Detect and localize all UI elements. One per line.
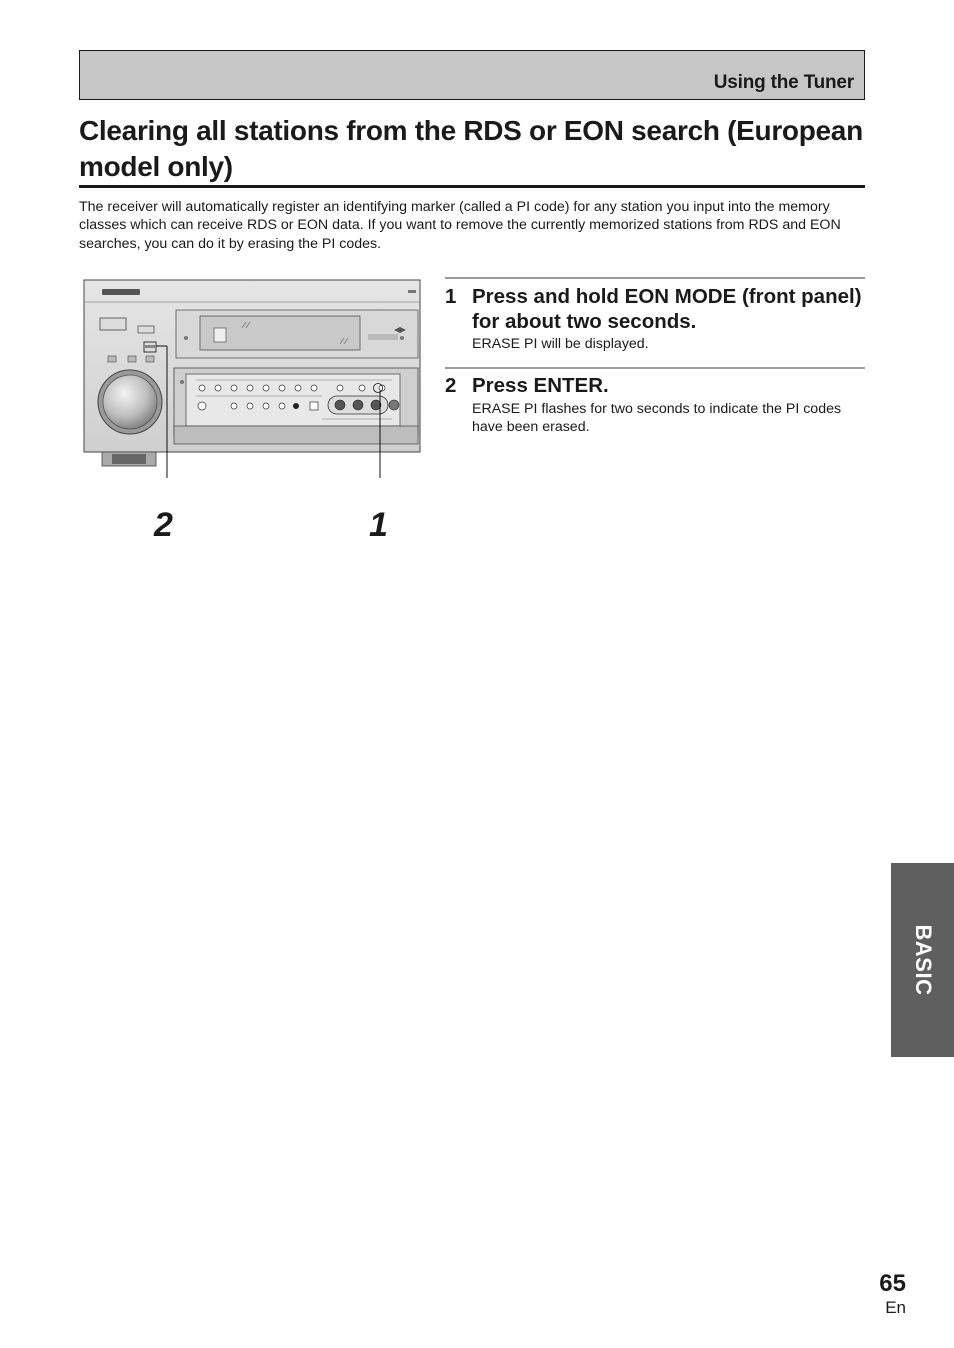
section-header-band bbox=[79, 50, 865, 100]
page-language: En bbox=[885, 1298, 906, 1317]
step-1-heading-text: Press and hold EON MODE (front panel) for about two seconds. bbox=[472, 285, 862, 333]
callout-1: 1 bbox=[369, 506, 388, 544]
title-rule bbox=[79, 185, 865, 188]
step-1-rule bbox=[445, 277, 865, 279]
receiver-front-panel-illustration bbox=[82, 278, 422, 478]
step-1-number: 1 bbox=[445, 285, 457, 308]
callout-2: 2 bbox=[154, 506, 173, 544]
side-tab-basic bbox=[891, 863, 954, 1057]
section-label: Using the Tuner bbox=[713, 72, 854, 93]
step-2-heading bbox=[445, 373, 865, 398]
step-2-number: 2 bbox=[445, 374, 457, 397]
step-1-body: ERASE PI will be displayed. bbox=[472, 336, 649, 352]
step-2-rule bbox=[445, 367, 865, 369]
page-number: 65 bbox=[879, 1270, 906, 1297]
step-2-body: ERASE PI flashes for two seconds to indicate the PI codes have been erased. bbox=[472, 401, 842, 435]
step-1-heading bbox=[445, 284, 865, 334]
page-title: Clearing all stations from the RDS or EON search (European model only) bbox=[79, 115, 863, 182]
intro-paragraph: The receiver will automatically register an identifying marker (called a PI code) for any station you input into the memory classes which can receive RDS or EON data. If you want to remove the currently memorized stations from RDS and EON searches, you can do it by erasing the PI codes. bbox=[79, 199, 841, 252]
step-2-heading-text: Press ENTER. bbox=[472, 374, 609, 397]
brand-logo-mark bbox=[102, 289, 140, 295]
side-tab-label: BASIC bbox=[910, 924, 936, 996]
